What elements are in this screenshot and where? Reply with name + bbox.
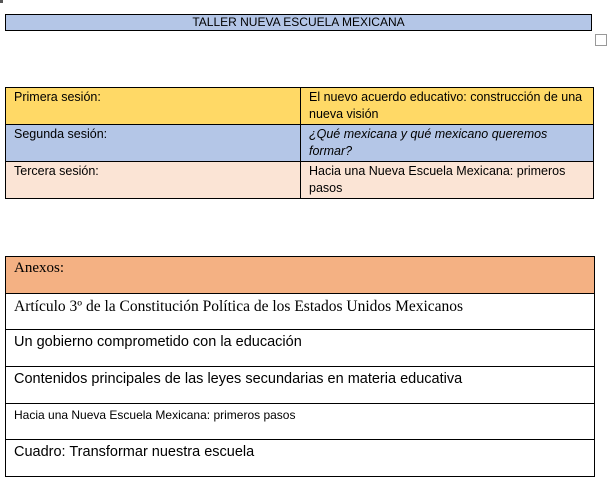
annex-item: Hacia una Nueva Escuela Mexicana: primeros pasos <box>6 403 595 440</box>
annex-item: Artículo 3º de la Constitución Política de los Estados Unidos Mexicanos <box>6 293 595 330</box>
session-topic: El nuevo acuerdo educativo: construcción de una nueva visión <box>301 88 594 125</box>
session-row-1 <box>6 88 594 125</box>
session-row-3 <box>6 162 594 199</box>
table-resize-handle[interactable] <box>595 34 607 46</box>
session-label: Segunda sesión: <box>6 125 301 162</box>
sessions-table <box>5 87 594 199</box>
document-title: TALLER NUEVA ESCUELA MEXICANA <box>5 14 592 31</box>
annex-item: Un gobierno comprometido con la educación <box>6 330 595 367</box>
annex-row <box>6 440 595 477</box>
annex-row <box>6 330 595 367</box>
annexes-header: Anexos: <box>6 257 595 294</box>
session-row-2 <box>6 125 594 162</box>
anchor-marker <box>0 0 3 3</box>
session-topic: ¿Qué mexicana y qué mexicano queremos formar? <box>301 125 594 162</box>
annex-row <box>6 293 595 330</box>
annexes-table <box>5 256 595 477</box>
annex-row <box>6 403 595 440</box>
annex-row <box>6 367 595 404</box>
annex-item: Contenidos principales de las leyes secundarias en materia educativa <box>6 367 595 404</box>
session-label: Primera sesión: <box>6 88 301 125</box>
annexes-header-row <box>6 257 595 294</box>
session-label: Tercera sesión: <box>6 162 301 199</box>
session-topic: Hacia una Nueva Escuela Mexicana: primeros pasos <box>301 162 594 199</box>
annex-item: Cuadro: Transformar nuestra escuela <box>6 440 595 477</box>
